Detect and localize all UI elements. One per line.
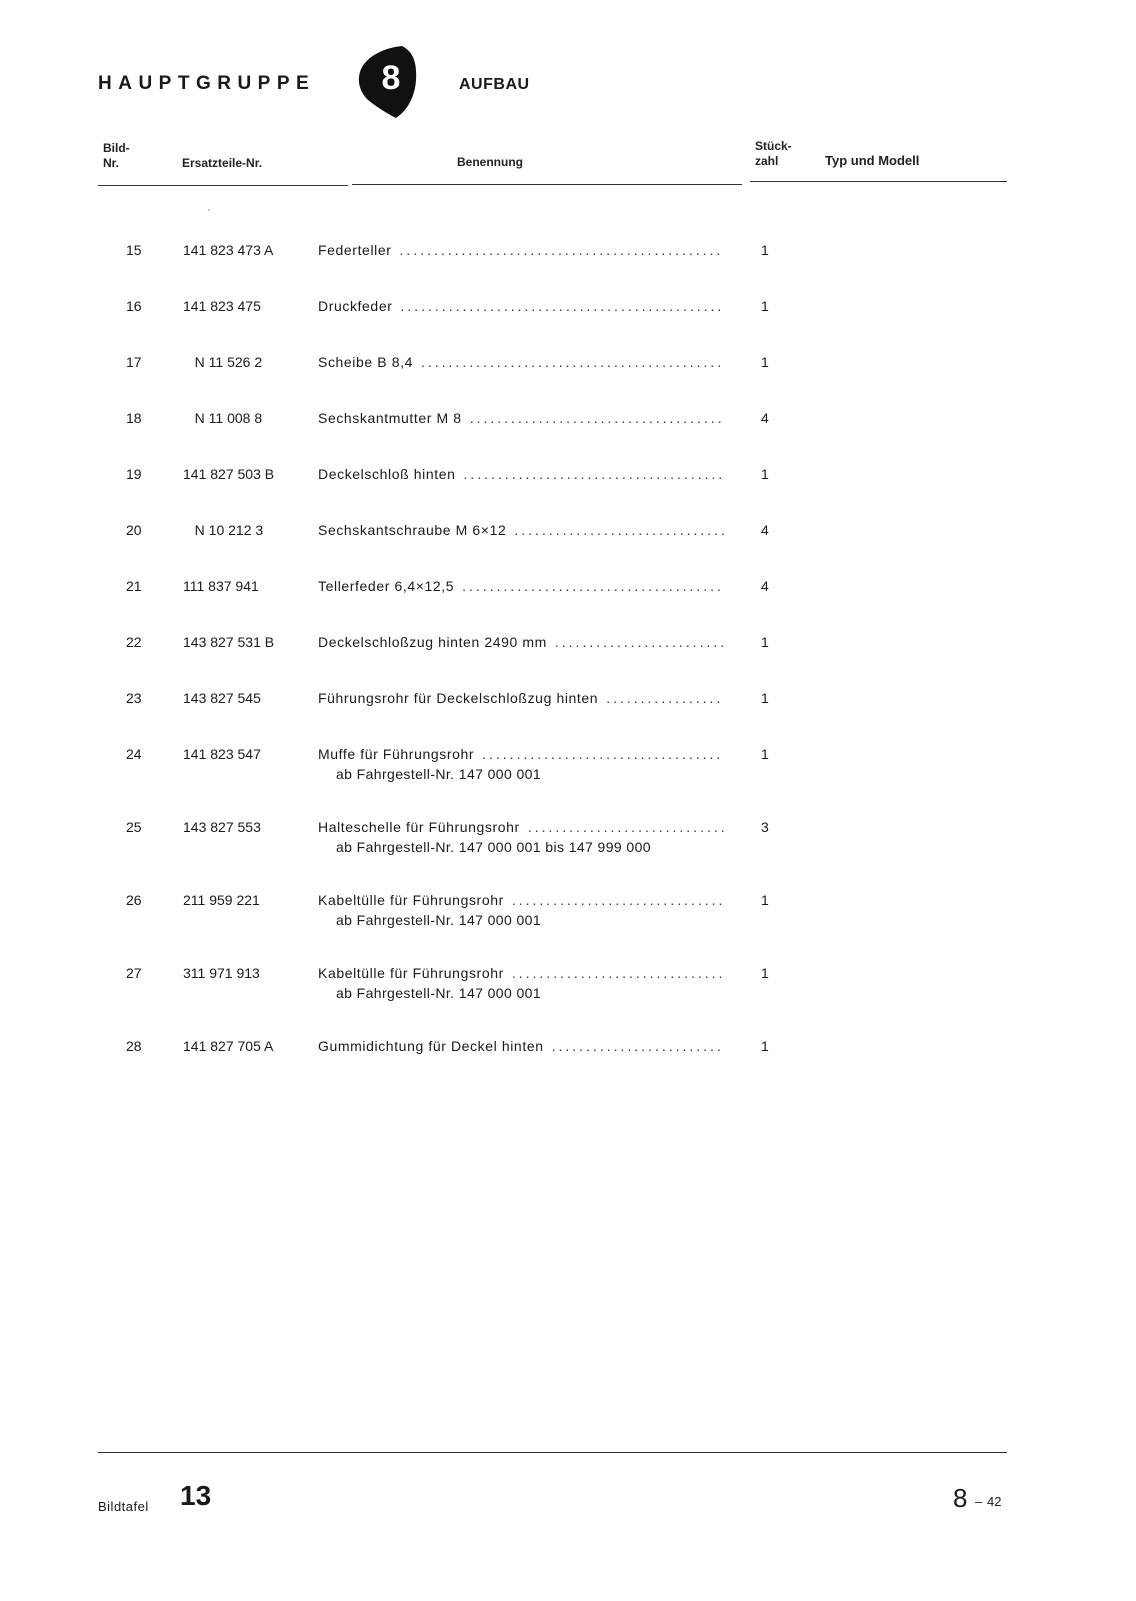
dot-leader: [470, 408, 724, 428]
row-stueckzahl: 1: [761, 892, 769, 908]
row-bild-nr: 15: [126, 242, 142, 258]
row-bild-nr: 26: [126, 892, 142, 908]
row-bild-nr: 21: [126, 578, 142, 594]
dot-leader: [514, 520, 724, 540]
row-description: Scheibe B 8,4: [318, 354, 413, 370]
footer-page-separator: –: [975, 1494, 983, 1509]
footer-plate-label: Bildtafel: [98, 1499, 149, 1514]
dot-leader: [528, 817, 724, 837]
footer-plate-number: 13: [180, 1480, 212, 1511]
footer-rule: [98, 1452, 1007, 1453]
row-ersatzteil-nr: 111 837 941: [183, 578, 259, 594]
row-ersatzteil-nr: 141 827 705 A: [183, 1038, 274, 1054]
row-ersatzteil-nr: 143 827 553: [183, 819, 261, 835]
column-header-bild-nr: [103, 141, 130, 171]
dot-leader: [512, 963, 724, 983]
dot-leader: [462, 576, 724, 596]
row-bild-nr: 19: [126, 466, 142, 482]
row-bild-nr: 23: [126, 690, 142, 706]
row-bild-nr: 20: [126, 522, 142, 538]
row-bild-nr: 18: [126, 410, 142, 426]
header-rule: [98, 185, 348, 186]
row-description: Druckfeder: [318, 298, 393, 314]
header-rule: [750, 181, 1007, 182]
footer-page-subnumber: 42: [987, 1494, 1002, 1509]
row-ersatzteil-nr: 141 823 473 A: [183, 242, 274, 258]
row-stueckzahl: 4: [761, 410, 769, 426]
column-header-typ-modell: Typ und Modell: [825, 153, 920, 168]
row-benennung: [318, 520, 724, 540]
row-ersatzteil-nr: 143 827 531 B: [183, 634, 275, 650]
row-ersatzteil-nr: N 10 212 3: [183, 522, 264, 538]
row-ersatzteil-nr: 141 823 475: [183, 298, 261, 314]
dot-leader: [421, 352, 724, 372]
column-header-benennung: Benennung: [457, 155, 523, 169]
group-title: HAUPTGRUPPE: [98, 73, 316, 94]
row-benennung: [318, 576, 724, 596]
column-header-ersatzteil-nr: Ersatzteile-Nr.: [182, 156, 263, 170]
row-description: Deckelschloß hinten: [318, 466, 456, 482]
row-stueckzahl: 1: [761, 466, 769, 482]
group-badge-number: 8: [381, 59, 401, 97]
row-benennung: [318, 890, 724, 930]
row-bild-nr: 22: [126, 634, 142, 650]
row-benennung: [318, 408, 724, 428]
row-stueckzahl: 1: [761, 634, 769, 650]
row-benennung: [318, 464, 724, 484]
column-header-bild-nr-line1: Bild-: [103, 141, 130, 155]
row-benennung: [318, 296, 724, 316]
row-description: Tellerfeder 6,4×12,5: [318, 578, 455, 594]
column-header-stueckzahl-line1: Stück-: [755, 139, 792, 153]
row-bild-nr: 25: [126, 819, 142, 835]
row-ersatzteil-nr: 141 823 547: [183, 746, 261, 762]
row-description-note: ab Fahrgestell-Nr. 147 000 001: [336, 912, 542, 928]
row-description: Sechskantschraube M 6×12: [318, 522, 507, 538]
column-header-stueckzahl: [755, 139, 792, 169]
row-ersatzteil-nr: 143 827 545: [183, 690, 261, 706]
dot-leader: [482, 744, 724, 764]
group-badge: [358, 44, 418, 120]
column-header-stueckzahl-line2: zahl: [755, 154, 779, 168]
row-stueckzahl: 1: [761, 690, 769, 706]
row-description: Federteller: [318, 242, 392, 258]
row-description-note: ab Fahrgestell-Nr. 147 000 001 bis 147 999 000: [336, 839, 651, 855]
row-stueckzahl: 4: [761, 578, 769, 594]
row-description: Gummidichtung für Deckel hinten: [318, 1038, 544, 1054]
row-stueckzahl: 1: [761, 242, 769, 258]
section-title: AUFBAU: [459, 76, 530, 93]
column-header-bild-nr-line2: Nr.: [103, 156, 120, 170]
row-bild-nr: 17: [126, 354, 142, 370]
row-description-note: ab Fahrgestell-Nr. 147 000 001: [336, 985, 542, 1001]
dot-leader: [555, 632, 724, 652]
dot-leader: [463, 464, 724, 484]
dot-leader: [400, 296, 724, 316]
row-stueckzahl: 1: [761, 746, 769, 762]
row-description: Sechskantmutter M 8: [318, 410, 462, 426]
row-benennung: [318, 963, 724, 1003]
row-benennung: [318, 817, 724, 857]
dot-leader: [606, 688, 724, 708]
row-bild-nr: 24: [126, 746, 142, 762]
row-description: Halteschelle für Führungsrohr: [318, 819, 520, 835]
row-stueckzahl: 1: [761, 965, 769, 981]
row-description-note: ab Fahrgestell-Nr. 147 000 001: [336, 766, 542, 782]
row-stueckzahl: 1: [761, 298, 769, 314]
row-benennung: [318, 688, 724, 708]
row-description: Deckelschloßzug hinten 2490 mm: [318, 634, 547, 650]
row-bild-nr: 28: [126, 1038, 142, 1054]
row-description: Führungsrohr für Deckelschloßzug hinten: [318, 690, 599, 706]
row-stueckzahl: 1: [761, 1038, 769, 1054]
row-stueckzahl: 4: [761, 522, 769, 538]
row-bild-nr: 27: [126, 965, 142, 981]
row-benennung: [318, 1036, 724, 1056]
row-benennung: [318, 632, 724, 652]
row-benennung: [318, 240, 724, 260]
dot-leader: [552, 1036, 724, 1056]
row-ersatzteil-nr: N 11 526 2: [183, 354, 263, 370]
scan-mark: ': [208, 208, 210, 219]
row-benennung: [318, 352, 724, 372]
row-bild-nr: 16: [126, 298, 142, 314]
row-ersatzteil-nr: 211 959 221: [183, 892, 260, 908]
row-benennung: [318, 744, 724, 784]
row-stueckzahl: 1: [761, 354, 769, 370]
row-ersatzteil-nr: N 11 008 8: [183, 410, 263, 426]
header-rule: [352, 184, 742, 185]
row-stueckzahl: 3: [761, 819, 769, 835]
row-ersatzteil-nr: 311 971 913: [183, 965, 260, 981]
row-ersatzteil-nr: 141 827 503 B: [183, 466, 275, 482]
dot-leader: [400, 240, 724, 260]
row-description: Muffe für Führungsrohr: [318, 746, 475, 762]
row-description: Kabeltülle für Führungsrohr: [318, 892, 504, 908]
row-description: Kabeltülle für Führungsrohr: [318, 965, 504, 981]
footer-page-number: 8: [953, 1483, 968, 1513]
dot-leader: [512, 890, 724, 910]
